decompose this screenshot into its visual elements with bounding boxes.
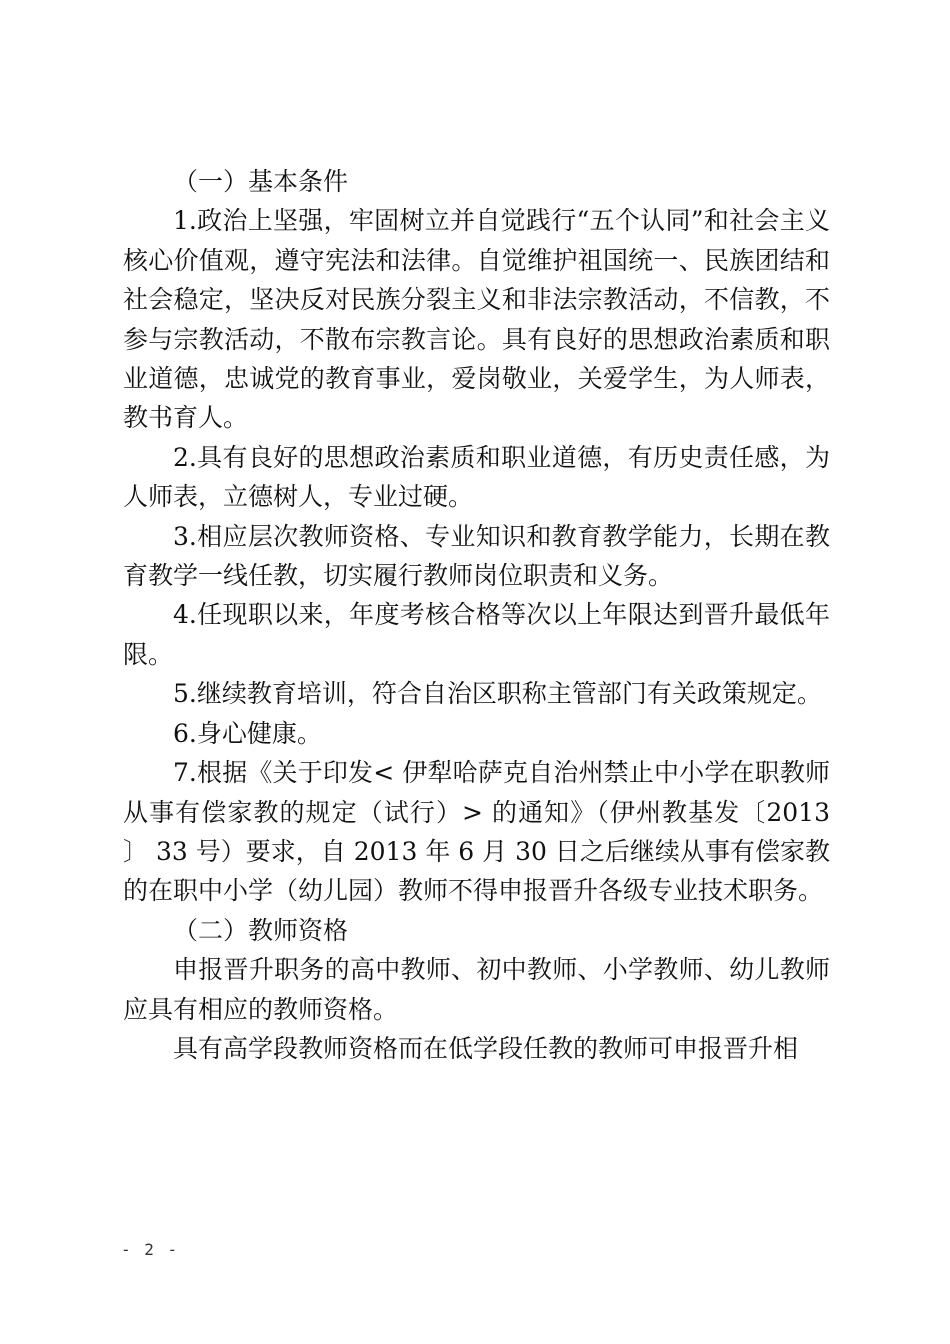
paragraph-continuing-education: 5.继续教育培训，符合自治区职称主管部门有关政策规定。 [173, 679, 822, 709]
paragraph-higher-level-qualification: 具有高学段教师资格而在低学段任教的教师可申报晋升相 [173, 1033, 799, 1063]
paragraph-health: 6.身心健康。 [173, 718, 322, 748]
paragraph-qualifications: 3.相应层次教师资格、专业知识和教育教学能力，长期在教育教学一线任教，切实履行教师岗位职责和义务。 [123, 521, 830, 591]
section-heading-teacher-qualification: （二）教师资格 [173, 915, 349, 945]
page-number: - 2 - [121, 1240, 180, 1259]
paragraph-ethics: 2.具有良好的思想政治素质和职业道德，有历史责任感，为人师表，立德树人，专业过硬。 [123, 442, 830, 512]
paragraph-political-requirements: 1.政治上坚强，牢固树立并自觉践行“五个认同”和社会主义核心价值观，遵守宪法和法律。自觉维护祖国统一、民族团结和社会稳定，坚决反对民族分裂主义和非法宗教活动，不信教，不参与宗教活动，不散布宗教言论。具有良好的思想政治素质和职业道德，忠诚党的教育事业，爱岗敬业，关爱学生，为人师表，教书育人。 [123, 206, 830, 433]
document-body [123, 162, 830, 1068]
paragraph-qualification-requirement: 申报晋升职务的高中教师、初中教师、小学教师、幼儿教师应具有相应的教师资格。 [123, 955, 830, 1024]
paragraph-paid-tutoring-ban: 7.根据《关于印发< 伊犁哈萨克自治州禁止中小学在职教师从事有偿家教的规定（试行）> 的通知》（伊州教基发〔2013 〕 33 号）要求，自 2013 年 6 月 30 日之后继续从事有偿家教的在职中小学（幼儿园）教师不得申报晋升各级专业技术职务。 [123, 758, 830, 906]
paragraph-annual-assessment: 4.任现职以来，年度考核合格等次以上年限达到晋升最低年限。 [123, 600, 830, 669]
section-heading-basic-conditions: （一）基本条件 [173, 167, 349, 196]
